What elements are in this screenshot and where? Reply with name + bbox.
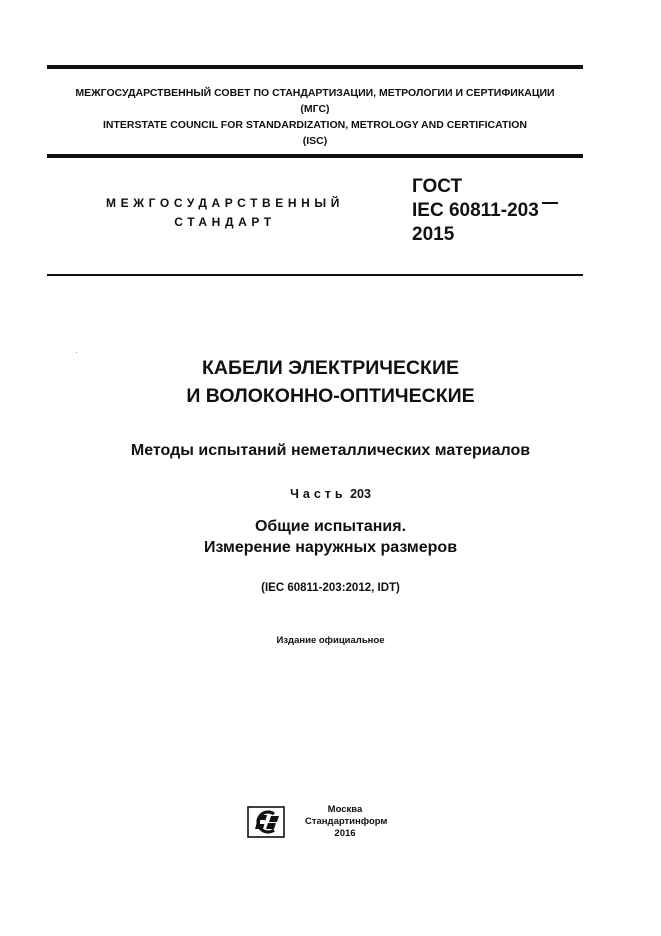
standard-type-line2: СТАНДАРТ: [174, 215, 276, 229]
part-heading: [0, 486, 661, 502]
middle-rule: [47, 154, 583, 158]
council-header: [47, 85, 583, 149]
scan-dot: [76, 352, 77, 353]
gost-year: 2015: [412, 224, 455, 245]
part-title-line2: Измерение наружных размеров: [203, 539, 458, 556]
document-title: [0, 354, 661, 410]
part-label: Часть: [290, 487, 347, 501]
standard-type: [100, 194, 350, 232]
publisher-year: 2016: [334, 828, 356, 839]
top-rule: [47, 65, 583, 69]
edition-note: Издание официальное: [276, 635, 385, 646]
standard-type-line1: МЕЖГОСУДАРСТВЕННЫЙ: [106, 196, 344, 210]
bottom-rule: [47, 274, 583, 276]
standartinform-logo-icon: [247, 806, 285, 838]
gost-designation: [412, 175, 558, 247]
title-line2: И ВОЛОКОННО-ОПТИЧЕСКИЕ: [186, 385, 475, 407]
publisher-city: Москва: [327, 804, 363, 815]
council-ru-line2: (МГС): [300, 103, 330, 115]
iec-reference: (IEC 60811-203:2012, IDT): [261, 582, 400, 594]
publisher-name: Стандартинформ: [305, 816, 388, 827]
publisher-info: [305, 804, 388, 840]
title-line1: КАБЕЛИ ЭЛЕКТРИЧЕСКИЕ: [202, 357, 459, 379]
part-title-line1: Общие испытания.: [254, 518, 407, 535]
council-ru-line1: МЕЖГОСУДАРСТВЕННЫЙ СОВЕТ ПО СТАНДАРТИЗАЦИИ, МЕТРОЛОГИИ И СЕРТИФИКАЦИИ: [75, 87, 555, 99]
part-title: [0, 516, 661, 558]
gost-dash: [542, 202, 558, 204]
gost-number: IEC 60811-203: [412, 200, 539, 221]
document-subtitle: Методы испытаний неметаллических материалов: [130, 442, 531, 459]
council-en-line2: (ISC): [302, 135, 328, 147]
council-en-line1: INTERSTATE COUNCIL FOR STANDARDIZATION, METROLOGY AND CERTIFICATION: [102, 119, 528, 131]
gost-label: ГОСТ: [412, 176, 463, 197]
part-number: 203: [350, 487, 371, 501]
